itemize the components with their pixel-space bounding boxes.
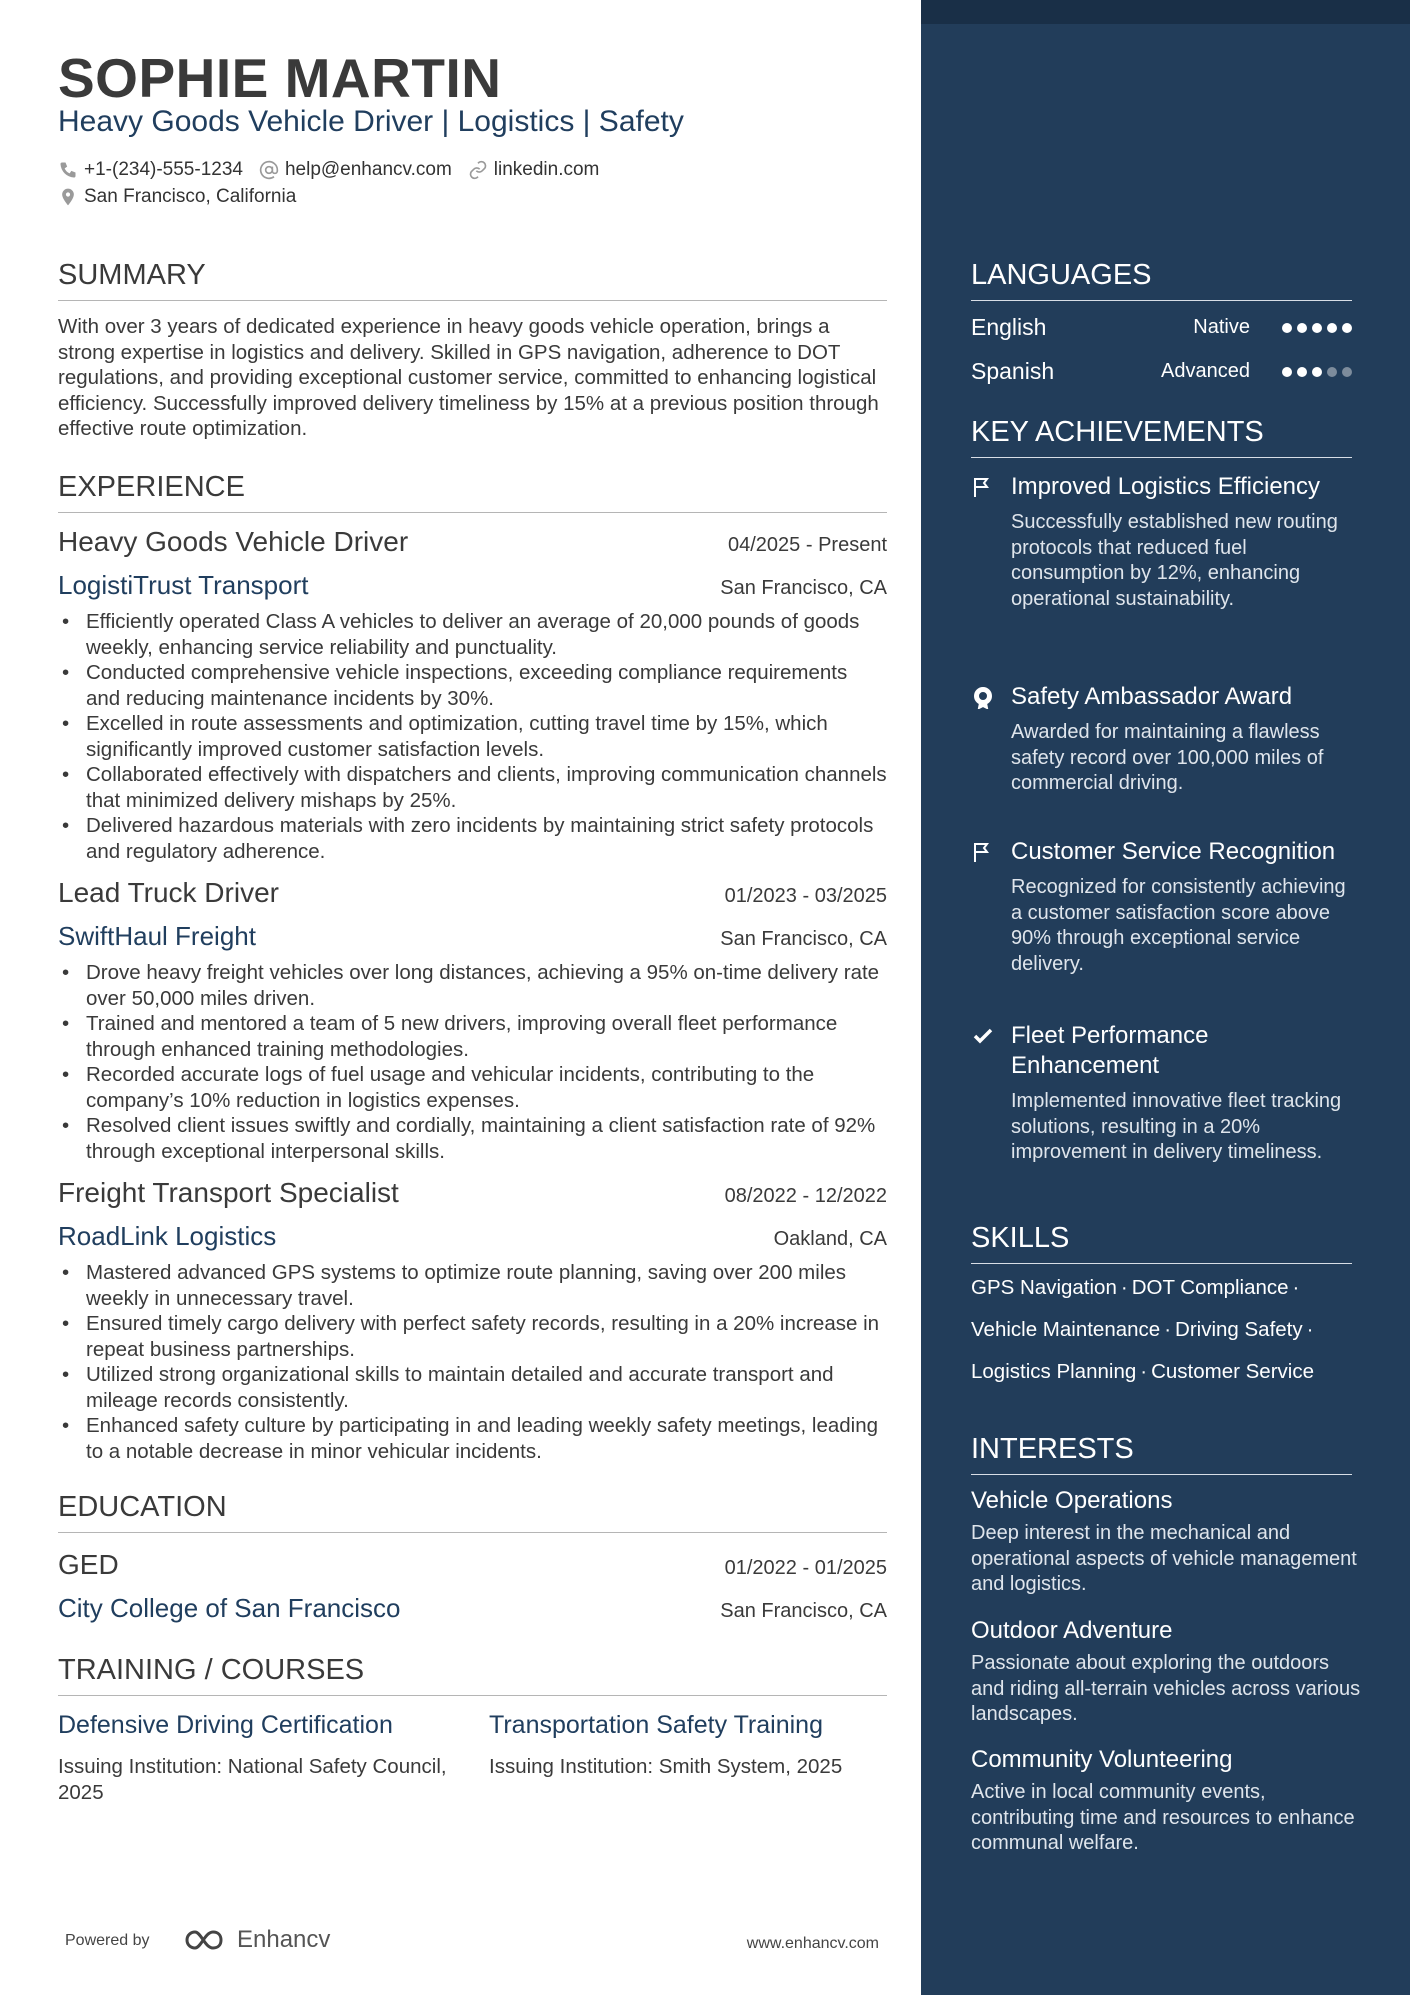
- job-dates: 04/2025 - Present: [728, 534, 887, 556]
- achievement-title: Improved Logistics Efficiency: [1011, 473, 1321, 500]
- bullet-item: • Mastered advanced GPS systems to optimize route planning, saving over 200 miles weekly in unnecessary travel.: [58, 1260, 887, 1311]
- linkedin-contact[interactable]: [468, 159, 600, 181]
- email-contact[interactable]: [259, 159, 452, 181]
- course-description: Issuing Institution: Smith System, 2025: [489, 1755, 843, 1778]
- language-rating: [1282, 323, 1352, 333]
- job-location: Oakland, CA: [773, 1228, 887, 1250]
- language-name: Spanish: [971, 358, 1055, 384]
- skill-separator: ·: [1292, 1276, 1300, 1299]
- achievement-description: Recognized for consistently achieving a customer satisfaction score above 90% through exceptional service delivery.: [1011, 876, 1346, 975]
- language-level: Advanced: [1161, 360, 1250, 382]
- job-title: Freight Transport Specialist: [58, 1177, 399, 1208]
- enhancv-logo-icon: [183, 1928, 229, 1952]
- flag-icon: [971, 475, 995, 499]
- achievement-description: Successfully established new routing protocols that reduced fuel consumption by 12%, enhancing operational sustainability.: [1011, 511, 1338, 610]
- interest-item: [971, 1487, 1366, 1598]
- location-text: San Francisco, California: [84, 186, 297, 207]
- summary-text: With over 3 years of dedicated experience in heavy goods vehicle operation, brings a strong expertise in logistics and delivery. Skilled in GPS navigation, adherence to DOT regulations, and providing exceptional customer service, committed to enhancing logistical efficiency. Successfully improved delivery timeliness by 15% at a previous position through effective route optimization.: [58, 315, 879, 440]
- bullet-item: • Ensured timely cargo delivery with perfect safety records, resulting in a 20% increase in repeat business partnerships.: [58, 1311, 887, 1362]
- interest-title: Outdoor Adventure: [971, 1617, 1173, 1644]
- language-item: [971, 314, 1352, 341]
- skill-item: Vehicle Maintenance: [971, 1318, 1161, 1341]
- rating-dot-empty: [1327, 367, 1337, 377]
- rating-dot-filled: [1297, 367, 1307, 377]
- rating-dot-filled: [1342, 323, 1352, 333]
- bullet-item: • Resolved client issues swiftly and cordially, maintaining a client satisfaction rate of 92% through exceptional interpersonal skills.: [58, 1113, 887, 1164]
- education-school: City College of San Francisco: [58, 1593, 401, 1623]
- experience-item: [58, 877, 887, 1164]
- skill-separator: ·: [1164, 1318, 1172, 1341]
- language-rating: [1282, 367, 1352, 377]
- bullet-item: • Drove heavy freight vehicles over long distances, achieving a 95% on-time delivery rate over 50,000 miles driven.: [58, 960, 887, 1011]
- job-dates: 01/2023 - 03/2025: [724, 885, 887, 907]
- course-description: Issuing Institution: National Safety Council, 2025: [58, 1755, 447, 1804]
- job-company: SwiftHaul Freight: [58, 921, 256, 951]
- achievement-item: [971, 837, 1361, 977]
- powered-by-label: Powered by: [65, 1932, 150, 1949]
- rating-dot-filled: [1282, 323, 1292, 333]
- sidebar: [921, 0, 1410, 1995]
- rating-dot-filled: [1282, 367, 1292, 377]
- skill-item: DOT Compliance: [1131, 1276, 1289, 1299]
- sidebar-top-band: [921, 0, 1410, 24]
- education-degree: GED: [58, 1549, 119, 1580]
- linkedin-text: linkedin.com: [493, 159, 600, 180]
- location-contact: [58, 186, 296, 208]
- interest-description: Active in local community events, contributing time and resources to enhance communal welfare.: [971, 1781, 1355, 1854]
- bullet-item: • Delivered hazardous materials with zero incidents by maintaining strict safety protocols and regulatory adherence.: [58, 813, 887, 864]
- bullet-item: • Excelled in route assessments and optimization, cutting travel time by 15%, which significantly improved customer satisfaction levels.: [58, 711, 887, 762]
- check-icon: [971, 1024, 995, 1048]
- interest-title: Vehicle Operations: [971, 1487, 1173, 1514]
- experience-heading: EXPERIENCE: [58, 471, 887, 513]
- medal-icon: [971, 685, 995, 709]
- education-location: San Francisco, CA: [720, 1600, 887, 1622]
- bullet-item: • Trained and mentored a team of 5 new drivers, improving overall fleet performance through enhanced training methodologies.: [58, 1011, 887, 1062]
- at-icon: [259, 160, 279, 180]
- job-company: RoadLink Logistics: [58, 1221, 277, 1251]
- achievement-description: Awarded for maintaining a flawless safety record over 100,000 miles of commercial driving.: [1011, 721, 1324, 794]
- interest-description: Passionate about exploring the outdoors and riding all-terrain vehicles across various landscapes.: [971, 1652, 1361, 1725]
- job-company: LogistiTrust Transport: [58, 570, 309, 600]
- rating-dot-filled: [1327, 323, 1337, 333]
- phone-text: +1-(234)-555-1234: [84, 159, 243, 180]
- contact-row: [58, 159, 599, 181]
- course-item: [58, 1711, 478, 1805]
- enhancv-logo[interactable]: [183, 1926, 330, 1954]
- skill-item: GPS Navigation: [971, 1276, 1117, 1299]
- achievements-heading: KEY ACHIEVEMENTS: [971, 416, 1352, 458]
- job-bullets: [58, 960, 887, 1164]
- skills-heading: SKILLS: [971, 1222, 1352, 1264]
- footer-url[interactable]: www.enhancv.com: [746, 1935, 879, 1952]
- candidate-name: SOPHIE MARTIN: [58, 47, 502, 109]
- job-dates: 08/2022 - 12/2022: [724, 1185, 887, 1207]
- skill-item: Driving Safety: [1175, 1318, 1303, 1341]
- experience-item: [58, 526, 887, 864]
- education-dates: 01/2022 - 01/2025: [724, 1557, 887, 1579]
- skill-separator: ·: [1306, 1318, 1314, 1341]
- interest-title: Community Volunteering: [971, 1746, 1233, 1773]
- location-pin-icon: [58, 187, 78, 207]
- course-title: Transportation Safety Training: [489, 1711, 823, 1739]
- achievement-title: Customer Service Recognition: [1011, 838, 1336, 865]
- achievement-item: [971, 1021, 1361, 1166]
- job-title: Lead Truck Driver: [58, 877, 279, 908]
- headline: Heavy Goods Vehicle Driver | Logistics | Safety: [58, 105, 684, 138]
- job-location: San Francisco, CA: [720, 577, 887, 599]
- course-item: [489, 1711, 909, 1780]
- achievement-title: Fleet Performance Enhancement: [1011, 1022, 1209, 1079]
- bullet-item: • Enhanced safety culture by participating in and leading weekly safety meetings, leading to a notable decrease in minor vehicular incidents.: [58, 1413, 887, 1464]
- bullet-item: • Recorded accurate logs of fuel usage and vehicular incidents, contributing to the company’s 10% reduction in logistics expenses.: [58, 1062, 887, 1113]
- skills-line: [971, 1276, 1303, 1300]
- job-bullets: [58, 609, 887, 864]
- phone-icon: [58, 160, 78, 180]
- rating-dot-filled: [1297, 323, 1307, 333]
- achievement-item: [971, 682, 1361, 797]
- achievement-item: [971, 472, 1361, 612]
- interest-item: [971, 1746, 1366, 1857]
- rating-dot-empty: [1342, 367, 1352, 377]
- skill-item: Logistics Planning: [971, 1360, 1137, 1383]
- language-level: Native: [1193, 316, 1250, 338]
- education-heading: EDUCATION: [58, 1491, 887, 1533]
- training-heading: TRAINING / COURSES: [58, 1654, 887, 1696]
- languages-heading: LANGUAGES: [971, 259, 1352, 301]
- bullet-item: • Utilized strong organizational skills to maintain detailed and accurate transport and mileage records consistently.: [58, 1362, 887, 1413]
- job-title: Heavy Goods Vehicle Driver: [58, 526, 409, 557]
- achievement-description: Implemented innovative fleet tracking solutions, resulting in a 20% improvement in delivery timeliness.: [1011, 1090, 1342, 1163]
- course-title: Defensive Driving Certification: [58, 1711, 393, 1739]
- flag-icon: [971, 840, 995, 864]
- skill-item: Customer Service: [1151, 1360, 1314, 1383]
- link-icon: [468, 160, 488, 180]
- skills-line: [971, 1360, 1314, 1384]
- enhancv-logo-text: Enhancv: [237, 1926, 331, 1953]
- job-location: San Francisco, CA: [720, 928, 887, 950]
- rating-dot-filled: [1312, 323, 1322, 333]
- interests-heading: INTERESTS: [971, 1433, 1352, 1475]
- experience-item: [58, 1177, 887, 1464]
- skill-separator: ·: [1140, 1360, 1148, 1383]
- bullet-item: • Efficiently operated Class A vehicles to deliver an average of 20,000 pounds of goods weekly, enhancing service reliability and punctuality.: [58, 609, 887, 660]
- education-item: [58, 1549, 887, 1624]
- email-text: help@enhancv.com: [284, 159, 452, 180]
- interest-item: [971, 1617, 1366, 1728]
- interest-description: Deep interest in the mechanical and operational aspects of vehicle management and logistics.: [971, 1522, 1357, 1595]
- skills-line: [971, 1318, 1317, 1342]
- phone-contact[interactable]: [58, 159, 243, 181]
- language-item: [971, 358, 1352, 385]
- summary-heading: SUMMARY: [58, 259, 887, 301]
- location-row: [58, 186, 296, 208]
- bullet-item: • Conducted comprehensive vehicle inspections, exceeding compliance requirements and reducing maintenance incidents by 30%.: [58, 660, 887, 711]
- job-bullets: [58, 1260, 887, 1464]
- bullet-item: • Collaborated effectively with dispatchers and clients, improving communication channels that minimized delivery mishaps by 25%.: [58, 762, 887, 813]
- rating-dot-filled: [1312, 367, 1322, 377]
- language-name: English: [971, 314, 1047, 340]
- skill-separator: ·: [1120, 1276, 1128, 1299]
- achievement-title: Safety Ambassador Award: [1011, 683, 1293, 710]
